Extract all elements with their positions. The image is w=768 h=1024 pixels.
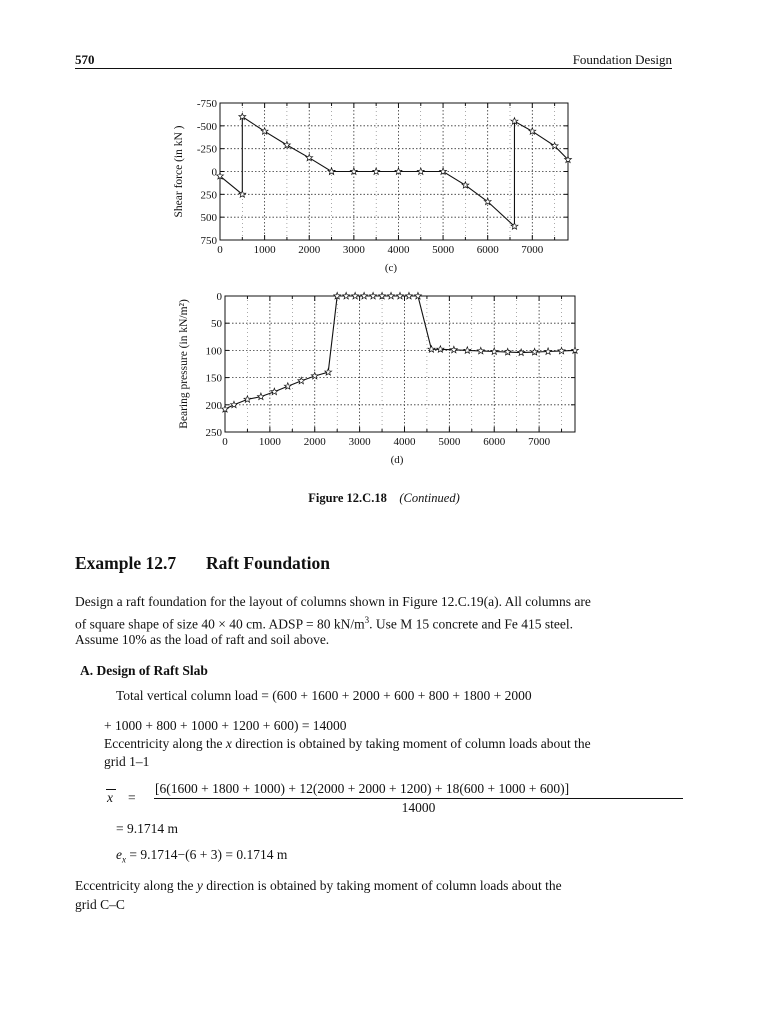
y-tick-label: 250 [200, 189, 217, 202]
x-tick-label: 3000 [348, 436, 371, 448]
series-line [220, 117, 568, 227]
data-point-marker [417, 168, 424, 175]
ecc-y-line-1a: Eccentricity along the [75, 878, 197, 893]
ex-symbol: e [116, 847, 122, 862]
xbar-result: = 9.1714 m [116, 821, 178, 836]
data-point-marker [388, 292, 395, 299]
data-point-marker [244, 396, 251, 403]
ex-equation [116, 847, 287, 865]
x-tick-label: 6000 [483, 436, 506, 448]
ecc-x-intro-b: direction is obtained by taking moment of column loads about the [231, 736, 591, 751]
data-point-marker [231, 401, 238, 408]
y-axis-label: Bearing pressure (in kN/m²) [178, 299, 190, 429]
header-rule [75, 68, 672, 69]
ecc-y-line-1b: direction is obtained by taking moment of column loads about the [202, 878, 562, 893]
intro-line-1: Design a raft foundation for the layout of columns shown in Figure 12.C.19(a). All columns are [75, 594, 591, 609]
shear-force-chart [160, 90, 590, 280]
data-point-marker [284, 383, 291, 390]
data-point-marker [504, 348, 511, 355]
running-head: Foundation Design [572, 52, 672, 67]
ecc-x-intro-a: Eccentricity along the [104, 736, 226, 751]
xbar-equals: = [128, 790, 136, 805]
plot-frame [225, 296, 575, 432]
data-point-marker [343, 292, 350, 299]
data-point-marker [558, 347, 565, 354]
load-line-1: Total vertical column load = (600 + 1600 + 2000 + 600 + 800 + 1800 + 2000 [116, 688, 532, 703]
page-number: 570 [75, 52, 95, 67]
data-point-marker [428, 346, 435, 353]
figure-caption-label: Figure 12.C.18 [308, 491, 387, 505]
figure-caption [0, 491, 768, 506]
panel-label: (c) [384, 262, 398, 274]
bearing-pressure-chart [160, 285, 590, 475]
data-point-marker [406, 292, 413, 299]
fraction-bar [154, 798, 683, 799]
example-title-text: Raft Foundation [206, 553, 330, 573]
load-line-2: + 1000 + 800 + 1000 + 1200 + 600) = 14000 [104, 718, 347, 733]
data-point-marker [518, 349, 525, 356]
y-tick-label: -750 [196, 98, 217, 110]
y-axis-label: Shear force (in kN ) [173, 125, 185, 218]
x-tick-label: 4000 [387, 244, 410, 256]
data-point-marker [531, 348, 538, 355]
y-tick-label: 500 [200, 212, 217, 225]
y-tick-label: 0 [211, 166, 217, 179]
data-point-marker [352, 292, 359, 299]
y-tick-label: 150 [205, 372, 222, 385]
data-point-marker [325, 369, 332, 376]
data-point-marker [464, 347, 471, 354]
intro-line-3: Assume 10% as the load of raft and soil above. [75, 632, 330, 647]
ecc-y-line-1 [75, 876, 673, 895]
y-tick-label: 200 [205, 399, 222, 412]
data-point-marker [361, 292, 368, 299]
x-tick-label: 2000 [303, 436, 326, 448]
x-tick-label: 4000 [393, 436, 416, 448]
xbar-numerator: [6(1600 + 1800 + 1000) + 12(2000 + 2000 + 1200) + 18(600 + 1000 + 600)] [155, 781, 570, 796]
data-point-marker [271, 388, 278, 395]
xbar-symbol: x [107, 790, 113, 805]
intro-line-2b: . Use M 15 concrete and Fe 415 steel. [369, 616, 574, 632]
x-tick-label: 7000 [528, 436, 551, 448]
panel-label: (d) [390, 454, 404, 466]
example-number: Example 12.7 [75, 553, 177, 573]
intro-line-2a: of square shape of size 40 × 40 cm. ADSP = 80 kN/m [75, 616, 365, 632]
data-point-marker [450, 346, 457, 353]
y-tick-label: -500 [196, 120, 217, 133]
x-tick-label: 1000 [253, 244, 276, 256]
ecc-y-var: y [196, 878, 203, 893]
ecc-x-intro [104, 736, 591, 752]
x-tick-label: 1000 [258, 436, 281, 448]
data-point-marker [545, 348, 552, 355]
example-title [75, 553, 330, 574]
data-point-marker [370, 292, 377, 299]
data-point-marker [397, 292, 404, 299]
intro-line-2-sup: 3 [364, 615, 370, 625]
y-tick-label: 100 [205, 345, 222, 358]
ecc-x-grid: grid 1–1 [104, 754, 150, 769]
y-tick-label: 750 [200, 235, 217, 247]
ecc-x-var: x [225, 736, 232, 751]
x-tick-label: 5000 [438, 436, 461, 448]
figure-caption-note: (Continued) [399, 491, 460, 505]
data-point-marker [257, 393, 264, 400]
y-tick-label: -250 [196, 143, 217, 156]
data-point-marker [437, 346, 444, 353]
x-tick-label: 2000 [298, 244, 321, 256]
x-tick-label: 5000 [432, 244, 455, 256]
xbar-denominator: 14000 [401, 800, 436, 815]
y-tick-label: 250 [205, 427, 222, 439]
x-tick-label: 7000 [521, 244, 544, 256]
x-tick-label: 0 [222, 436, 228, 448]
section-a-heading: A. Design of Raft Slab [80, 663, 208, 678]
x-tick-label: 0 [217, 244, 223, 256]
data-point-marker [373, 168, 380, 175]
ex-expression: = 9.1714−(6 + 3) = 0.1714 m [126, 847, 288, 862]
data-point-marker [328, 168, 335, 175]
y-tick-label: 50 [211, 318, 222, 331]
y-tick-label: 0 [216, 291, 222, 303]
data-point-marker [477, 347, 484, 354]
x-tick-label: 3000 [342, 244, 365, 256]
ex-subscript: x [122, 854, 126, 865]
ecc-y-line-2: grid C–C [75, 897, 125, 912]
data-point-marker [298, 377, 305, 384]
x-tick-label: 6000 [476, 244, 499, 256]
